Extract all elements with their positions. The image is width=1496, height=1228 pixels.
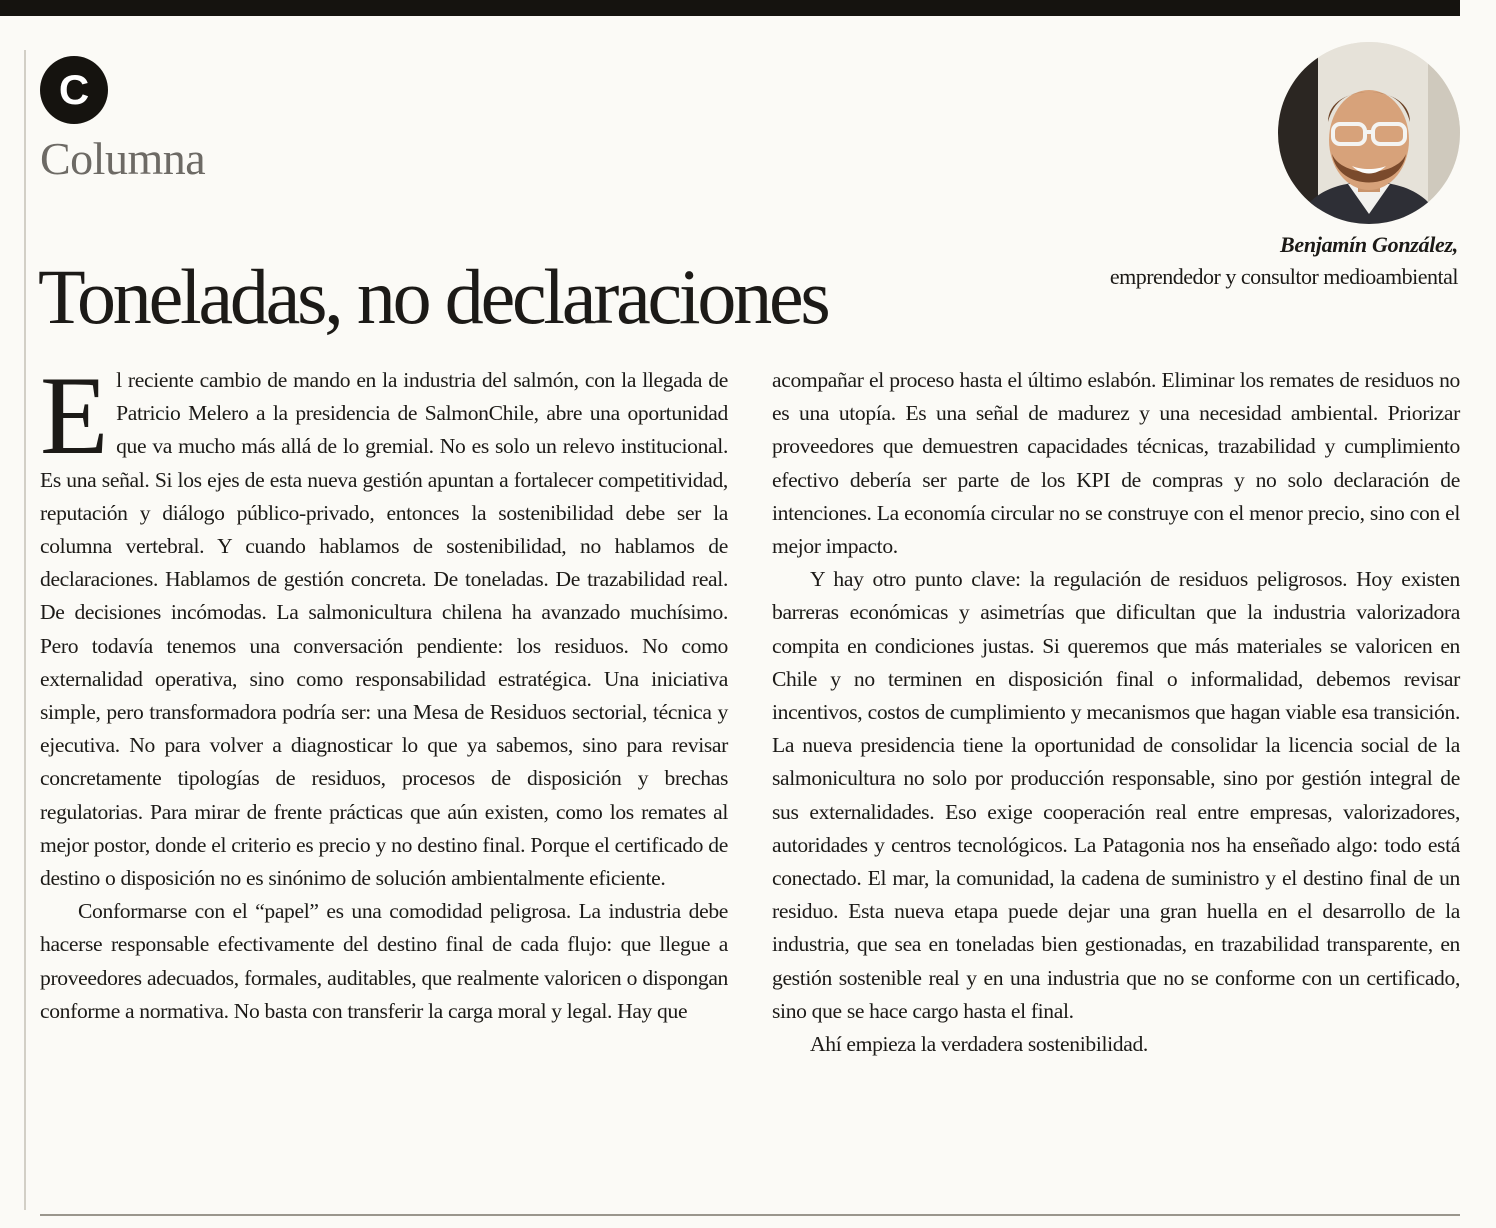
paragraph-2: Conformarse con el “papel” es una comodidad peligrosa. La industria debe hacerse responsable efectivamente del destino final de cada flujo: que llegue a proveedores adecuados, formales, auditables, que realmente valoricen o dispongan conforme a normativa. No basta con transferir la carga moral y legal. Hay que [40,899,728,1023]
paragraph-1-text: l reciente cambio de mando en la industria del salmón, con la llegada de Patricio Melero a la presidencia de SalmonChile, abre una oportunidad que va mucho más allá de lo gremial. No es solo un relevo institucional. Es una señal. Si los ejes de esta nueva gestión apuntan a fortalecer competitividad, reputación y diálogo público-privado, entonces la sostenibilidad debe ser la columna vertebral. Y cuando hablamos de sostenibilidad, no hablamos de declaraciones. Hablamos de gestión concreta. De toneladas. De trazabilidad real. De decisiones incómodas. La salmonicultura chilena ha avanzado muchísimo. Pero todavía tenemos una conversación pendiente: los residuos. No como externalidad operativa, sino como responsabilidad estratégica. Una iniciativa simple, pero transformadora podría ser: una Mesa de Residuos sectorial, técnica y ejecutiva. No para volver a diagnosticar lo que ya sabemos, sino para revisar concretamente tipologías de residuos, procesos de disposición y brechas regulatorias. Para mirar de frente prácticas que aún existen, como los remates al mejor postor, donde el criterio es precio y no destino final. Porque el certificado de destino o disposición no es sinónimo de solución ambientalmente eficiente. [40,368,728,891]
author-role: emprendedor y consultor medioambiental [1109,264,1458,289]
drop-cap: E [40,354,109,478]
top-rule [0,0,1460,16]
paragraph-1 [40,354,728,895]
left-margin-rule [24,50,26,1210]
author-photo [1278,42,1460,224]
paragraph-4: Ahí empieza la verdadera sostenibilidad. [810,1032,1148,1057]
paragraph-3: Y hay otro punto clave: la regulación de residuos peligrosos. Hoy existen barreras económicas y asimetrías que dificultan que la industria valorizadora compita en condiciones justas. Si queremos que más materiales se valoricen en Chile y no terminen en disposición final o informalidad, debemos revisar incentivos, costos de cumplimiento y mecanismos que hagan viable esa transición. La nueva presidencia tiene la oportunidad de consolidar la licencia social de la salmonicultura no solo por producción responsable, sino por gestión integral de sus externalidades. Eso exige cooperación real entre empresas, valorizadores, autoridades y centros tecnológicos. La Patagonia nos ha enseñado algo: todo está conectado. El mar, la comunidad, la cadena de suministro y el destino final de un residuo. Esta nueva etapa puede dejar una gran huella en el desarrollo de la industria, que sea en toneladas bien gestionadas, en trazabilidad transparente, en gestión sostenible real y en una industria que no se conforme con un certificado, sino que se hace cargo hasta el final. [772,567,1460,1023]
paragraph-2-continued: acompañar el proceso hasta el último eslabón. Eliminar los remates de residuos no es una utopía. Es una señal de madurez y una necesidad ambiental. Priorizar proveedores que demuestren capacidades técnicas, trazabilidad y cumplimiento efectivo debería ser parte de los KPI de compras y no solo declaración de intenciones. La economía circular no se construye con el menor precio, sino con el mejor impacto. [772,368,1460,559]
article-column-left [40,354,728,1028]
bottom-rule [40,1214,1460,1216]
author-name: Benjamín González, [1280,232,1458,257]
article-column-right [772,364,1460,1061]
headline: Toneladas, no declaraciones [38,253,828,340]
column-badge-icon [40,56,108,124]
badge-letter: C [58,66,90,113]
section-label: Columna [40,133,206,184]
author-portrait-icon [1278,42,1460,224]
